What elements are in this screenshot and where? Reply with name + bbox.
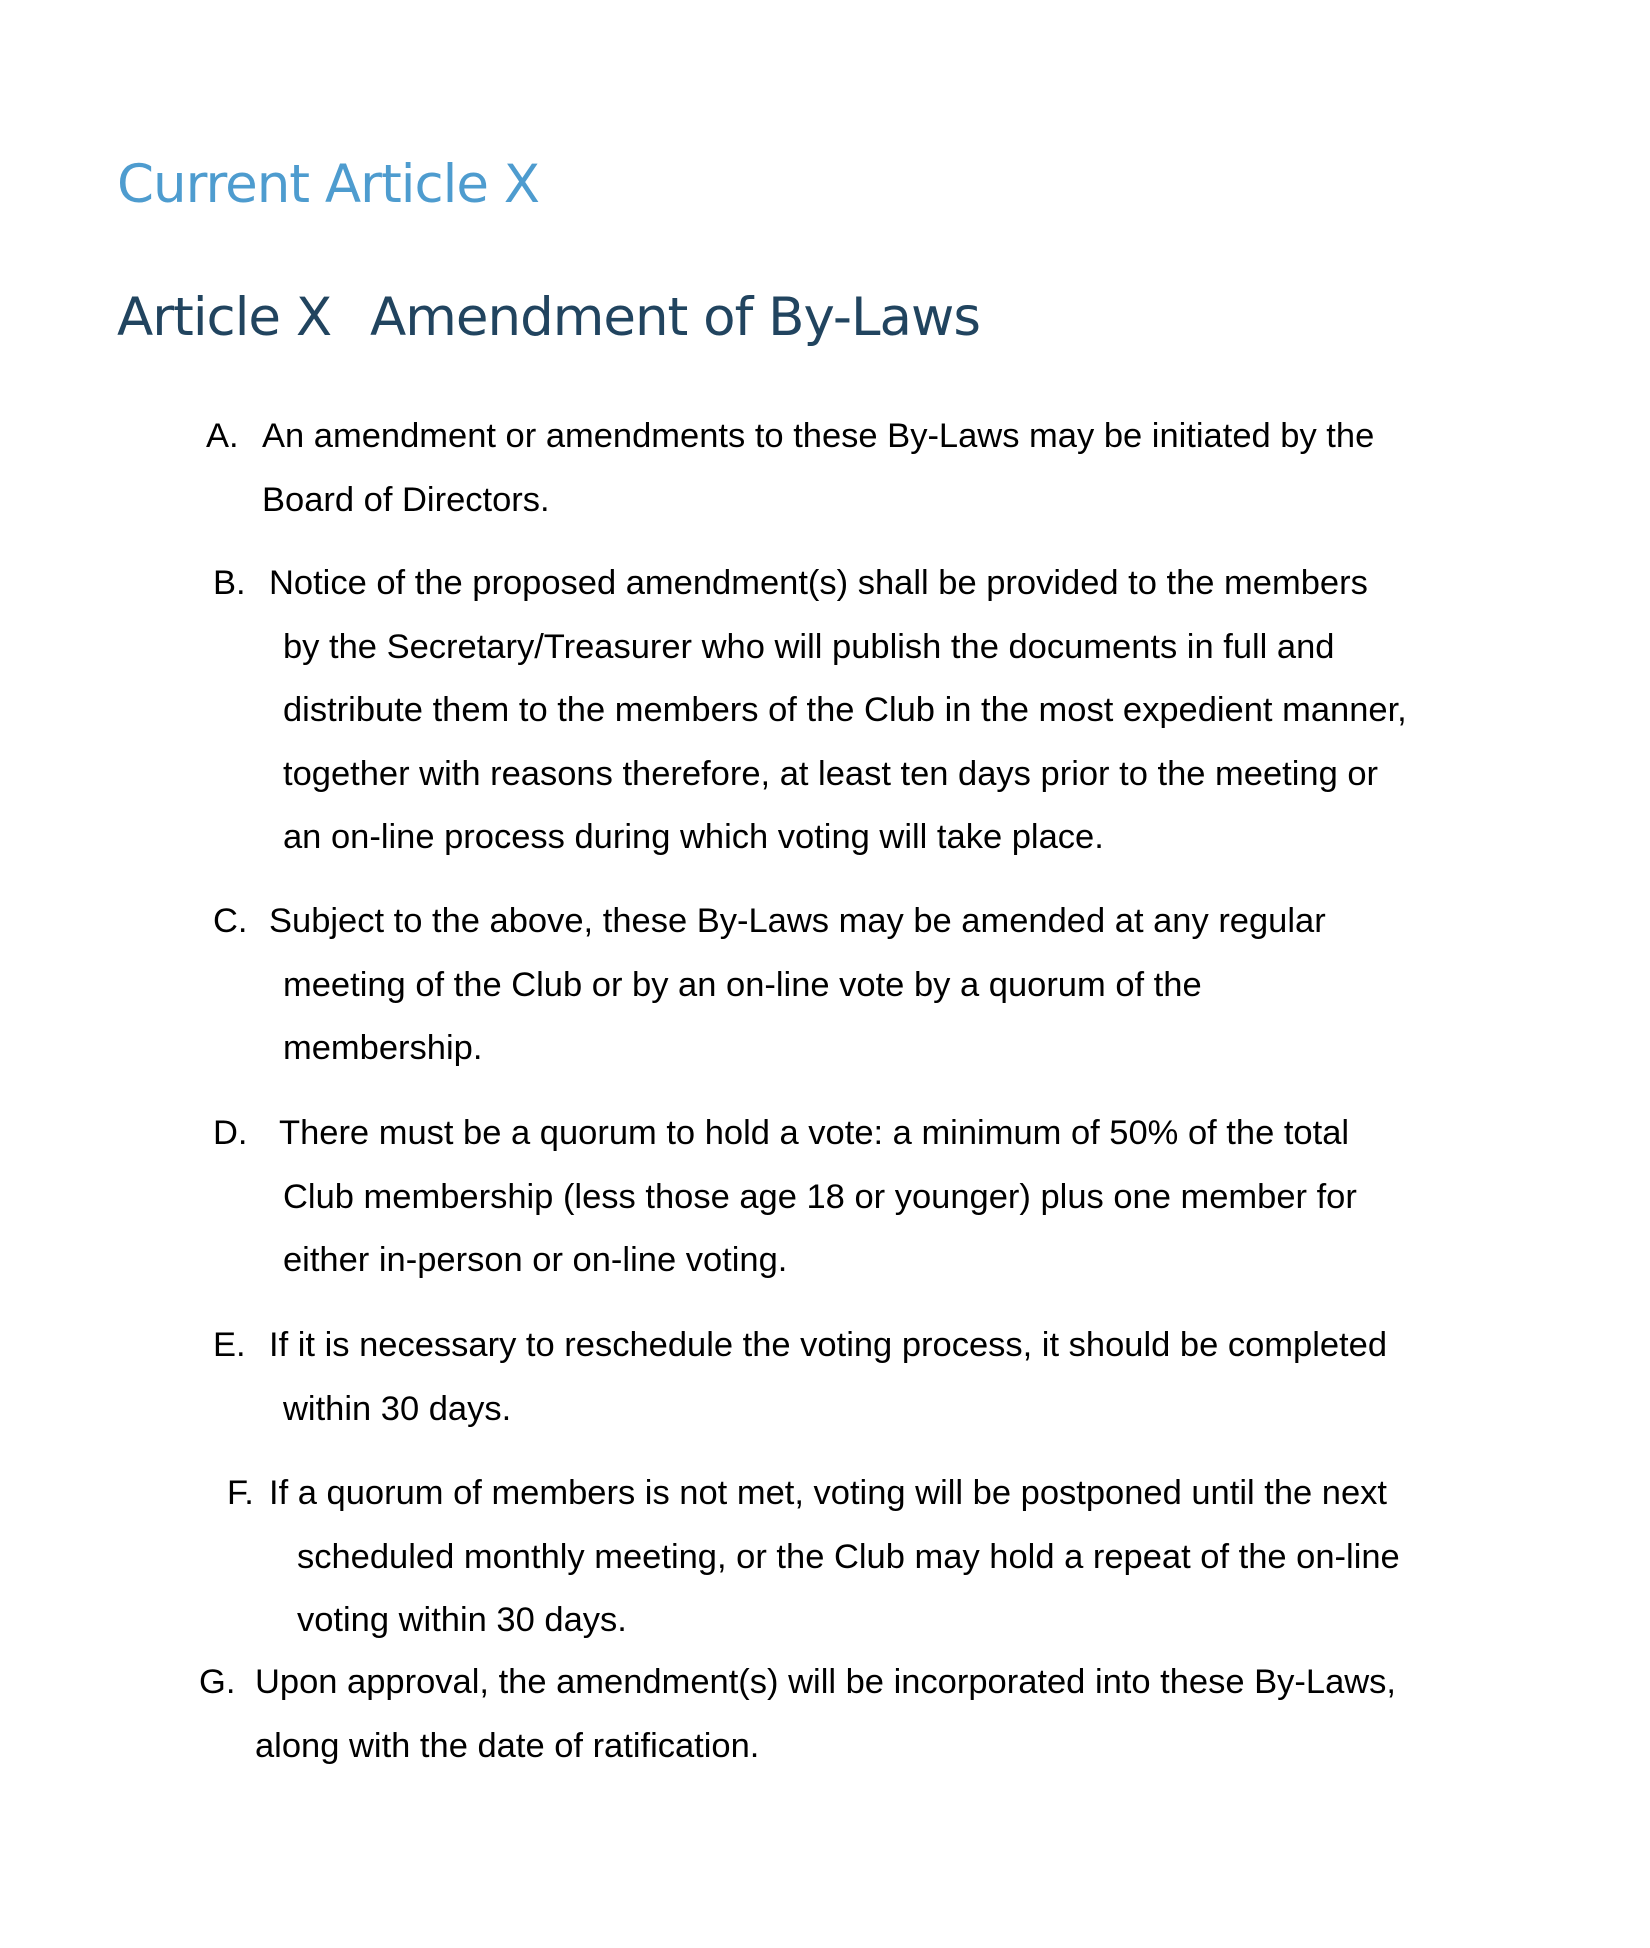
item-line: There must be a quorum to hold a vote: a minimum of 50% of the total <box>279 1114 1350 1152</box>
item-marker: E. <box>213 1326 246 1364</box>
item-line: distribute them to the members of the Club in the most expedient manner, <box>283 691 1407 729</box>
article-heading <box>117 283 980 353</box>
bylaw-item-a <box>206 405 1375 532</box>
article-title: Amendment of By-Laws <box>370 287 980 348</box>
item-line: together with reasons therefore, at least ten days prior to the meeting or <box>283 754 1379 793</box>
item-line: scheduled monthly meeting, or the Club may hold a repeat of the on-line <box>297 1537 1400 1576</box>
item-line: Subject to the above, these By-Laws may be amended at any regular <box>269 902 1326 940</box>
item-line: An amendment or amendments to these By-Laws may be initiated by the <box>262 417 1375 455</box>
bylaw-item-d <box>213 1102 1357 1293</box>
item-line: If a quorum of members is not met, voting will be postponed until the next <box>269 1474 1387 1512</box>
item-line: either in-person or on-line voting. <box>283 1241 788 1279</box>
item-marker: C. <box>213 902 248 940</box>
item-line: Notice of the proposed amendment(s) shall be provided to the members <box>269 564 1368 602</box>
item-line: membership. <box>283 1029 483 1067</box>
item-line: an on-line process during which voting will take place. <box>283 818 1104 856</box>
item-line: meeting of the Club or by an on-line vote by a quorum of the <box>283 965 1202 1004</box>
bylaw-item-c <box>213 890 1326 1081</box>
item-marker: F. <box>227 1474 254 1512</box>
item-line: Club membership (less those age 18 or younger) plus one member for <box>283 1177 1357 1216</box>
item-line: by the Secretary/Treasurer who will publish the documents in full and <box>283 627 1335 666</box>
bylaw-item-g <box>199 1651 1397 1778</box>
item-line: along with the date of ratification. <box>255 1726 760 1765</box>
item-line: If it is necessary to reschedule the voting process, it should be completed <box>269 1326 1388 1364</box>
item-marker: D. <box>213 1114 248 1152</box>
item-line: Board of Directors. <box>262 480 550 519</box>
item-line: within 30 days. <box>283 1389 512 1428</box>
bylaw-item-f <box>227 1462 1400 1653</box>
bylaw-item-b <box>213 552 1407 870</box>
bylaw-item-e <box>213 1314 1388 1441</box>
item-marker: G. <box>199 1663 236 1701</box>
section-heading: Current Article X <box>117 154 540 215</box>
item-line: voting within 30 days. <box>297 1601 627 1639</box>
item-marker: B. <box>213 564 246 602</box>
item-line: Upon approval, the amendment(s) will be incorporated into these By-Laws, <box>255 1663 1397 1701</box>
article-number: Article X <box>117 287 332 348</box>
item-marker: A. <box>206 417 239 455</box>
